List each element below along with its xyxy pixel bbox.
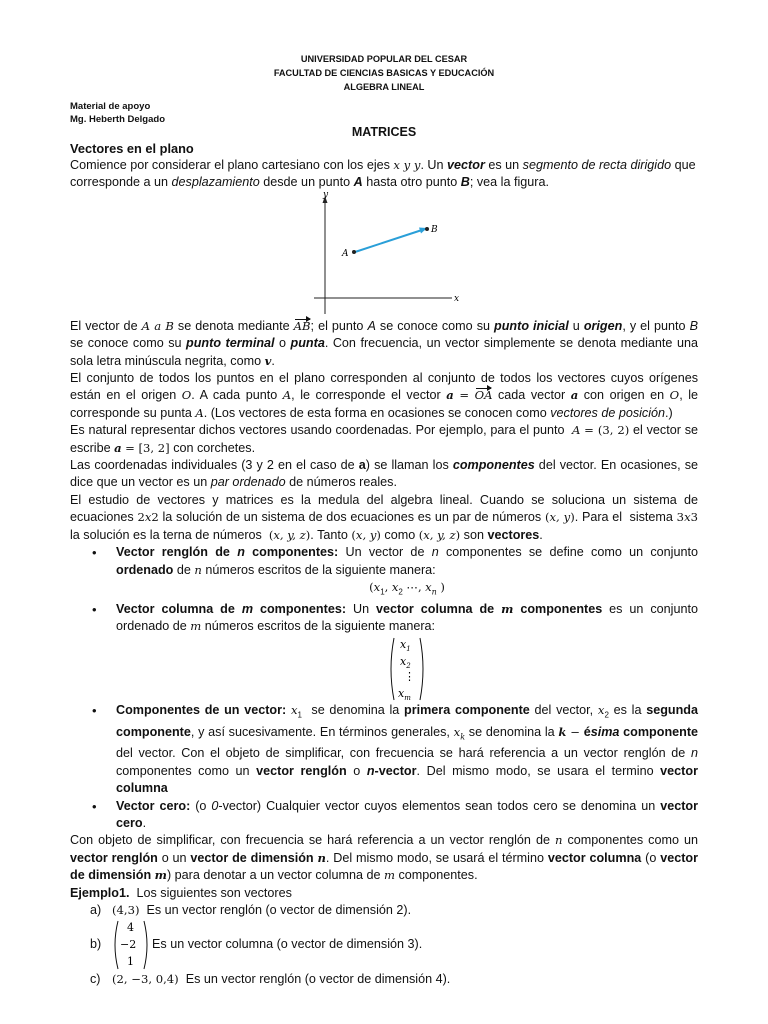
point-b-label: B: [431, 224, 438, 235]
example-column-vector: [112, 919, 150, 971]
university-header: [70, 52, 698, 94]
page-title: MATRICES: [351, 125, 417, 139]
bullet-marker: •: [92, 798, 97, 814]
example-item-a: a) (4,3) Es un vector renglón (o vector de dimensión 2).: [90, 902, 698, 919]
x-axis-label: x: [454, 293, 460, 304]
simplification-paragraph: Con objeto de simplificar, con frecuencia se hará referencia a un vector renglón de n componentes como un vector renglón o un vector de dimensión n. Del mismo modo, se usará el término vector columna (o vector de dimensión m) para denotar a un vector columna de m componentes.: [70, 833, 699, 883]
vector-ab: [355, 229, 425, 252]
position-vectors-paragraph: El conjunto de todos los puntos en el plano corresponden al conjunto de todos los vectores cuyos orígenes están en el origen O. A cada punto A, le corresponde el vector a = OA cada vector a con origen en O, le corresponde su punta A. (Los vectores de esta forma en ocasiones se conocen como vectores de posición.): [70, 371, 699, 420]
vector-figure: [70, 192, 698, 318]
header-line-3: ALGEBRA LINEAL: [343, 82, 425, 92]
example-item-b: b) 4 −2 1 Es un vector columna (o vector de dimensión 3).: [90, 919, 698, 971]
vector-diagram: [70, 192, 698, 318]
bullet-zero-vector: • Vector cero: (o 0-vector) Cualquier vector cuyos elementos sean todos cero se denomina un vector cero.: [92, 798, 698, 830]
notation-paragraph: El vector de A a B se denota mediante AB; el punto A se conoce como su punto inicial u origen, y el punto B se conoce como su punto terminal o punta. Con frecuencia, un vector simplemente se denota mediante una sola letra minúscula negrita, como v.: [70, 318, 698, 368]
coordinates-paragraph: Es natural representar dichos vectores usando coordenadas. Por ejemplo, para el punto A = (3, 2) el vector se escribe a = [3, 2] con corchetes.: [70, 423, 698, 455]
bullet-marker: •: [92, 601, 97, 617]
svg-text:−2: −2: [120, 938, 137, 952]
item-label: a): [90, 902, 102, 917]
svg-text:1: 1: [127, 955, 134, 969]
document-meta: [70, 100, 698, 126]
svg-text:⋮: ⋮: [404, 669, 415, 683]
systems-paragraph: El estudio de vectores y matrices es la medula del algebra lineal. Cuando se soluciona un sistema de ecuaciones 2x2 la solución de un sistema de dos ecuaciones es un par de números (x, y). Para el sistema 3x3 la solución es la terna de números (x, y, z). Tanto (x, y) como (x, y, z) son vectores.: [70, 492, 698, 542]
point-b: [425, 227, 429, 231]
author-label: Mg. Heberth Delgado: [70, 114, 166, 125]
components-paragraph: Las coordenadas individuales (3 y 2 en el caso de a) se llaman los componentes del vector. En ocasiones, se dice que un vector es un par ordenado de números reales.: [70, 458, 698, 490]
point-a-label: A: [342, 248, 349, 259]
column-vector-formula: [116, 636, 698, 702]
header-line-1: UNIVERSIDAD POPULAR DEL CESAR: [300, 54, 468, 64]
bullet-row-vector: • Vector renglón de n componentes: Un vector de n componentes se define como un conjunto ordenado de n números escritos de la siguiente manera: ($x_1$, $x_2$ ⋯, $x_n$ ): [70, 544, 698, 601]
row-vector-formula: ($x_1$, $x_2$ ⋯, $x_n$ ): [369, 579, 445, 597]
svg-text:x1: $x_1$: [400, 637, 411, 653]
bullet-marker: •: [92, 702, 97, 718]
y-axis-label: y: [323, 191, 329, 200]
item-label: c): [90, 972, 101, 987]
document-page: [70, 52, 698, 989]
svg-text:x2: $x_2$: [400, 654, 411, 670]
example-heading: Ejemplo1. Los siguientes son vectores: [70, 885, 292, 900]
section-title: Vectores en el plano: [70, 141, 194, 156]
material-label: Material de apoyo: [70, 101, 151, 112]
svg-text:xm: $x_m$: [398, 686, 411, 702]
example-item-c: c) (2, −3, 0,4) Es un vector renglón (o vector de dimensión 4).: [90, 971, 698, 988]
header-line-2: FACULTAD DE CIENCIAS BASICAS Y EDUCACIÓN: [273, 68, 495, 78]
bullet-column-vector: • Vector columna de m componentes: Un vector columna de m componentes es un conjunto ordenado de m números escritos de la siguiente manera: $x_1$ $x_2$ ⋮ $x_m$: [92, 601, 698, 702]
svg-text:4: 4: [127, 921, 134, 935]
point-a: [352, 250, 356, 254]
bullet-marker: •: [92, 545, 97, 561]
column-vector-svg: [387, 636, 427, 702]
bullet-vector-components: • Componentes de un vector: $x_1$ se denomina la primera componente del vector, $x_2$ es la segunda componente, y así sucesivamente. En términos generales, $x_k$ se denomina la k − ésima componente del vector. Con el objeto de simplificar, con frecuencia se hará referencia a un vector renglón de n componentes como un vector renglón o n-vector. Del mismo modo, se usara el termino vector columna: [92, 702, 699, 796]
item-label: b): [90, 937, 102, 952]
intro-paragraph: Comience por considerar el plano cartesiano con los ejes x y y. Un vector es un segmento de recta dirigido que corresponde a un desplazamiento desde un punto A hasta otro punto B; vea la figura.: [70, 158, 696, 190]
